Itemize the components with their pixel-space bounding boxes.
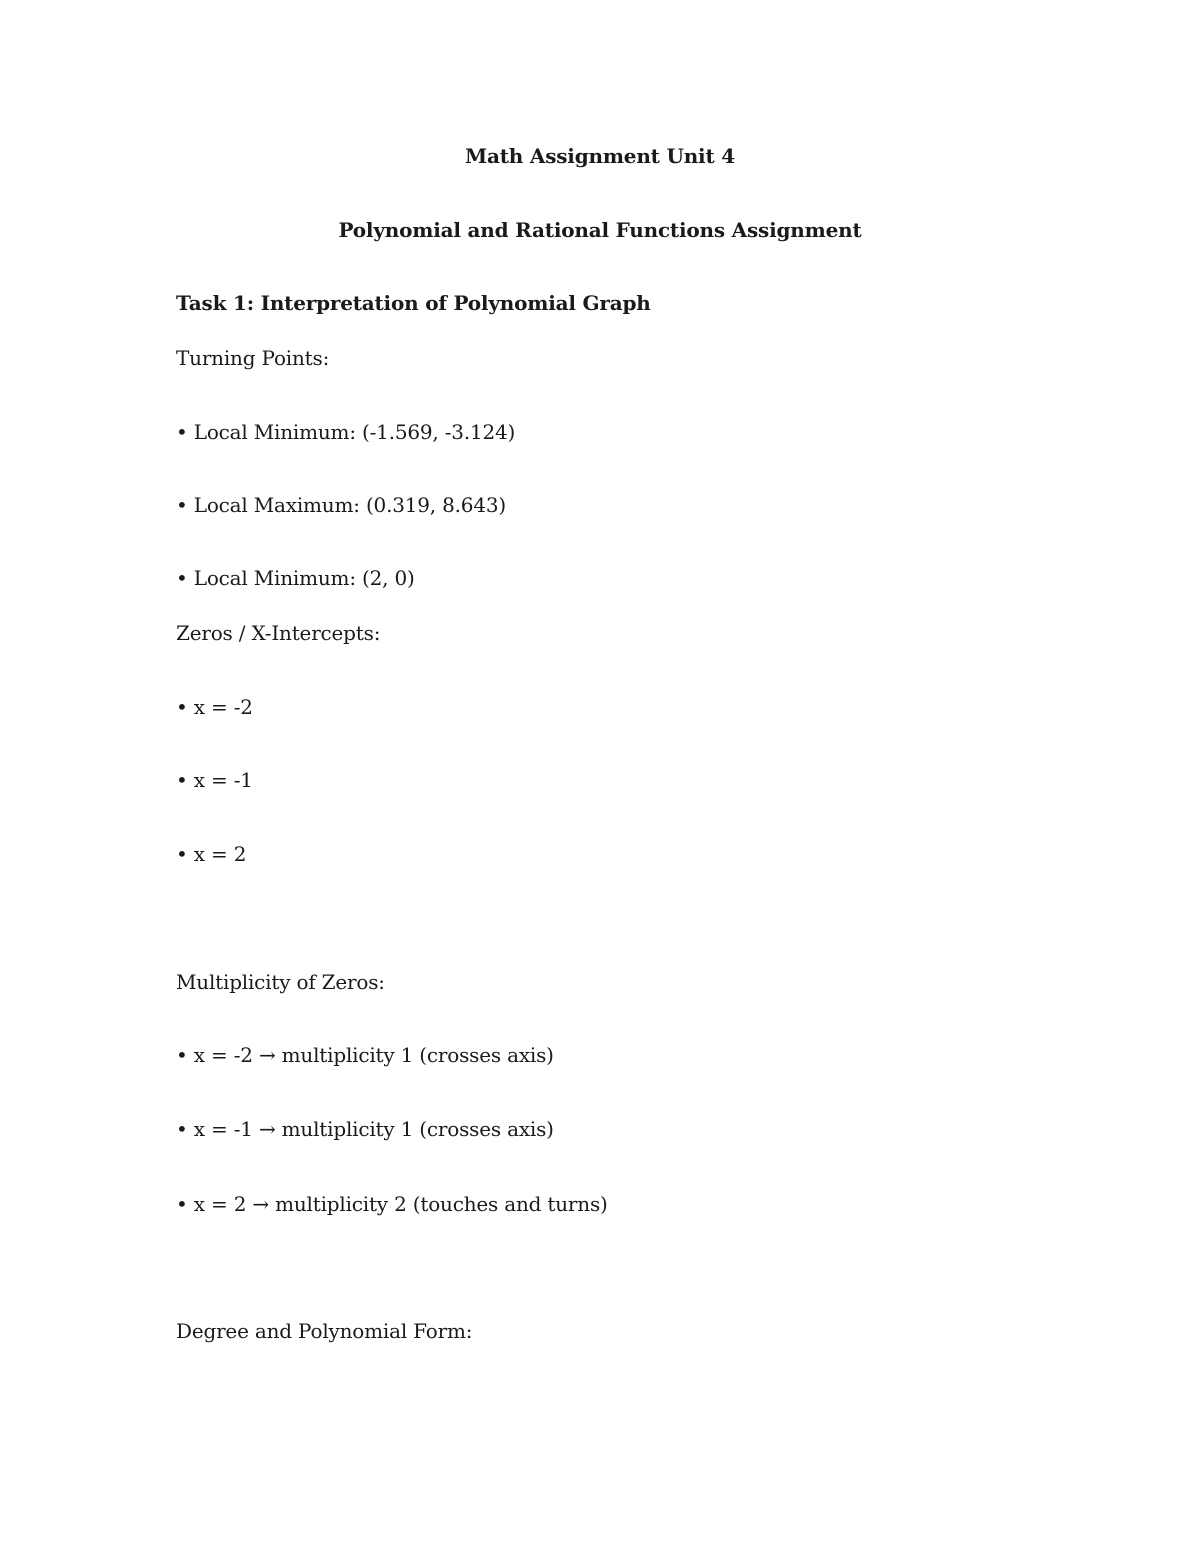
turning-point-item: • Local Maximum: (0.319, 8.643) [176,493,506,517]
document-subtitle: Polynomial and Rational Functions Assignment [338,218,862,242]
zero-item: • x = 2 [176,842,247,866]
turning-points-label: Turning Points: [176,346,330,370]
degree-label: Degree and Polynomial Form: [176,1319,473,1343]
multiplicity-item: • x = -2 → multiplicity 1 (crosses axis) [176,1043,554,1067]
task-1-heading: Task 1: Interpretation of Polynomial Graph [176,291,651,315]
multiplicity-item: • x = 2 → multiplicity 2 (touches and turns) [176,1192,608,1216]
multiplicity-item: • x = -1 → multiplicity 1 (crosses axis) [176,1117,554,1141]
multiplicity-label: Multiplicity of Zeros: [176,970,385,994]
document-title: Math Assignment Unit 4 [465,144,735,168]
turning-point-item: • Local Minimum: (2, 0) [176,566,415,590]
zero-item: • x = -1 [176,768,253,792]
zeros-label: Zeros / X-Intercepts: [176,621,381,645]
turning-point-item: • Local Minimum: (-1.569, -3.124) [176,420,516,444]
zero-item: • x = -2 [176,695,253,719]
